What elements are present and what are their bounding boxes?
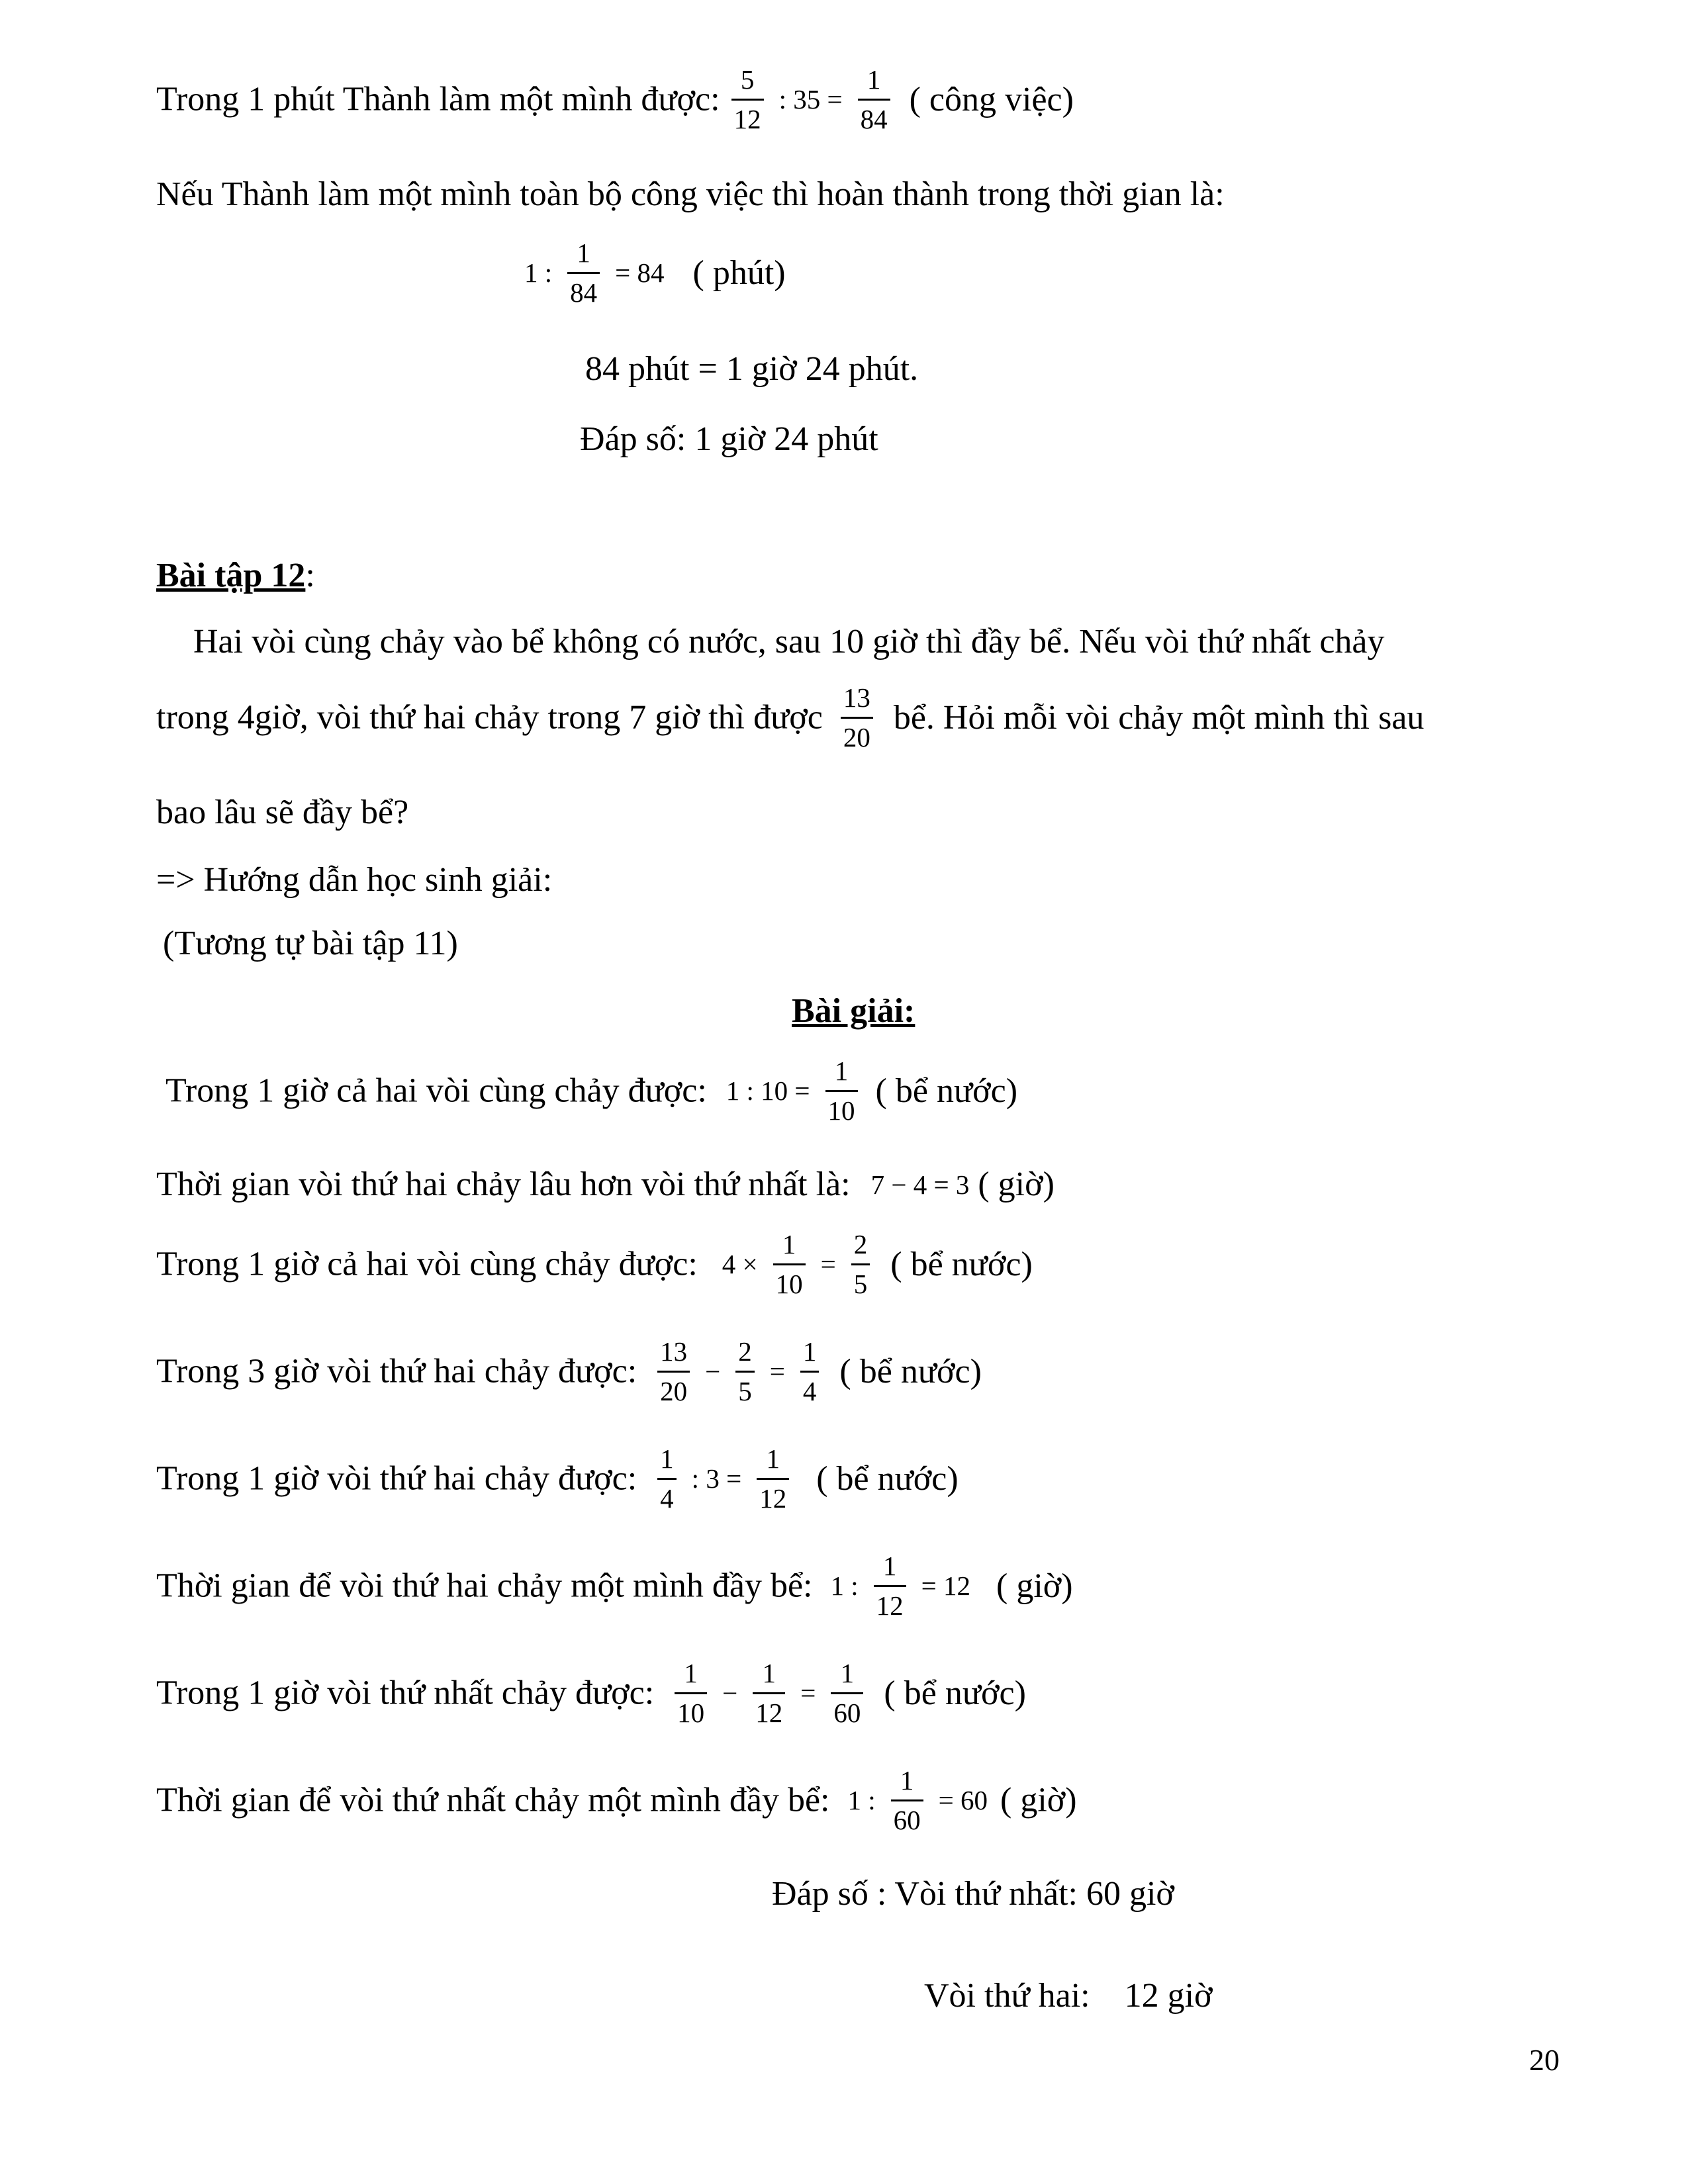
numerator: 13 <box>843 682 870 713</box>
prev-line-3 <box>520 240 786 306</box>
step-text: Thời gian để vòi thứ hai chảy một mình đầy bể: <box>156 1567 813 1605</box>
exercise-para-3 <box>156 793 408 830</box>
unit: ( giờ) <box>1000 1781 1077 1819</box>
unit: ( bể nước) <box>884 1674 1026 1712</box>
denominator: 10 <box>675 1692 707 1727</box>
prev-line-2-text: Nếu Thành làm một mình toàn bộ công việc thì hoàn thành trong thời gian là: <box>156 175 1225 214</box>
step-text: Trong 3 giờ vòi thứ hai chảy được: <box>156 1352 637 1390</box>
fraction <box>735 1338 755 1405</box>
solution-step-2 <box>156 1165 1055 1202</box>
operator: = 12 <box>921 1570 971 1601</box>
step-text: Trong 1 giờ vòi thứ hai chảy được: <box>156 1459 637 1498</box>
unit: ( phút) <box>692 253 786 292</box>
exercise-para-1 <box>193 622 1384 659</box>
exercise-para-1-text: Hai vòi cùng chảy vào bể không có nước, sau 10 giờ thì đầy bể. Nếu vòi thứ nhất chảy <box>193 623 1385 661</box>
prev-line-4 <box>585 349 918 387</box>
operator: : 35 = <box>778 84 843 114</box>
denominator: 4 <box>657 1478 677 1512</box>
exercise-heading <box>156 556 315 593</box>
exercise-para-2 <box>156 684 1424 751</box>
final-answer-2-text: Vòi thứ hai: 12 giờ <box>924 1977 1213 2015</box>
similar-text: (Tương tự bài tập 11) <box>163 925 458 963</box>
prev-answer-text: Đáp số: 1 giờ 24 phút <box>580 420 878 459</box>
unit: ( công việc) <box>909 80 1074 118</box>
numerator: 1 <box>660 1443 674 1474</box>
numerator: 1 <box>882 1551 897 1581</box>
fraction <box>858 66 890 133</box>
fraction <box>657 1445 677 1512</box>
prev-line-2 <box>156 175 1225 212</box>
operator: : 3 = <box>691 1463 742 1494</box>
guide-text: => Hướng dẫn học sinh giải: <box>156 861 553 899</box>
exercise-para-2-post: bể. Hỏi mỗi vòi chảy một mình thì sau <box>893 698 1425 737</box>
fraction <box>567 240 600 306</box>
denominator: 12 <box>874 1585 906 1619</box>
numerator: 2 <box>738 1336 752 1367</box>
prev-line-1-text: Trong 1 phút Thành làm một mình được: <box>156 80 720 118</box>
unit: ( bể nước) <box>816 1459 959 1498</box>
fraction <box>657 1338 690 1405</box>
operator: − <box>722 1678 738 1708</box>
operator: 1 : <box>847 1785 876 1815</box>
final-answer-1 <box>772 1874 1174 1911</box>
prev-line-4-text: 84 phút = 1 giờ 24 phút. <box>585 350 919 388</box>
fraction <box>675 1660 707 1727</box>
step-text: Trong 1 giờ cả hai vòi cùng chảy được: <box>156 1245 698 1283</box>
step-text: Trong 1 giờ vòi thứ nhất chảy được: <box>156 1674 655 1712</box>
step-text: Thời gian để vòi thứ nhất chảy một mình đầy bể: <box>156 1781 830 1819</box>
exercise-title-colon: : <box>305 557 315 595</box>
operator: = <box>800 1678 816 1708</box>
operator: − <box>705 1356 721 1387</box>
denominator: 5 <box>735 1371 755 1405</box>
numerator: 1 <box>766 1443 780 1474</box>
fraction <box>874 1553 906 1619</box>
guide-line <box>156 860 552 897</box>
step-text: Thời gian vòi thứ hai chảy lâu hơn vòi thứ nhất là: <box>156 1165 851 1204</box>
denominator: 12 <box>731 99 764 133</box>
denominator: 20 <box>657 1371 690 1405</box>
operator: = 84 <box>615 257 665 288</box>
numerator: 1 <box>802 1336 817 1367</box>
numerator: 13 <box>660 1336 688 1367</box>
page-number: 20 <box>1529 2043 1560 2077</box>
numerator: 1 <box>684 1658 698 1688</box>
final-answer-2 <box>907 1942 1213 2013</box>
numerator: 5 <box>740 64 755 95</box>
solution-step-1 <box>165 1058 1017 1124</box>
fraction <box>773 1231 806 1298</box>
fraction <box>757 1445 789 1512</box>
denominator: 12 <box>757 1478 789 1512</box>
operator: = <box>820 1249 836 1279</box>
fraction <box>731 66 764 133</box>
operator: 1 : <box>830 1570 859 1601</box>
operator: 4 × <box>722 1249 758 1279</box>
unit: ( bể nước) <box>890 1245 1033 1283</box>
expression: 7 − 4 = 3 <box>870 1169 970 1200</box>
fraction <box>831 1660 863 1727</box>
fraction <box>753 1660 785 1727</box>
fraction <box>841 684 873 751</box>
numerator: 2 <box>853 1229 868 1259</box>
denominator: 84 <box>567 272 600 306</box>
denominator: 4 <box>800 1371 820 1405</box>
operator: 1 : <box>524 257 553 288</box>
operator: = <box>769 1356 785 1387</box>
prev-line-1 <box>156 66 1074 133</box>
denominator: 84 <box>858 99 890 133</box>
denominator: 5 <box>851 1263 870 1298</box>
solution-step-4 <box>156 1338 982 1405</box>
unit: ( giờ) <box>996 1567 1073 1605</box>
similar-line <box>163 924 458 961</box>
numerator: 1 <box>782 1229 796 1259</box>
solution-step-6 <box>156 1553 1073 1619</box>
exercise-para-2-pre: trong 4giờ, vòi thứ hai chảy trong 7 giờ thì được <box>156 698 823 737</box>
fraction <box>825 1058 858 1124</box>
solution-step-7 <box>156 1660 1026 1727</box>
final-answer-1-text: Đáp số : Vòi thứ nhất: 60 giờ <box>772 1875 1174 1913</box>
solution-heading <box>792 991 915 1028</box>
solution-step-5 <box>156 1445 959 1512</box>
unit: ( bể nước) <box>839 1352 982 1390</box>
numerator: 1 <box>834 1056 849 1086</box>
numerator: 1 <box>762 1658 776 1688</box>
unit: ( bể nước) <box>875 1071 1018 1110</box>
operator: 1 : 10 = <box>726 1075 810 1106</box>
fraction <box>800 1338 820 1405</box>
numerator: 1 <box>840 1658 855 1688</box>
denominator: 10 <box>825 1090 858 1124</box>
fraction <box>891 1767 923 1834</box>
solution-step-3 <box>156 1231 1033 1298</box>
numerator: 1 <box>900 1765 914 1796</box>
numerator: 1 <box>577 238 590 268</box>
fraction <box>851 1231 870 1298</box>
denominator: 60 <box>831 1692 863 1727</box>
prev-answer <box>580 420 878 457</box>
unit: ( giờ) <box>978 1165 1055 1204</box>
denominator: 10 <box>773 1263 806 1298</box>
operator: = 60 <box>938 1785 988 1815</box>
exercise-para-3-text: bao lâu sẽ đầy bể? <box>156 794 409 832</box>
step-text: Trong 1 giờ cả hai vòi cùng chảy được: <box>165 1071 707 1110</box>
denominator: 20 <box>841 717 873 751</box>
denominator: 12 <box>753 1692 785 1727</box>
exercise-title: Bài tập 12 <box>156 557 306 595</box>
solution-title: Bài giải: <box>792 992 915 1030</box>
solution-step-8 <box>156 1767 1077 1834</box>
denominator: 60 <box>891 1799 923 1834</box>
numerator: 1 <box>867 64 881 95</box>
